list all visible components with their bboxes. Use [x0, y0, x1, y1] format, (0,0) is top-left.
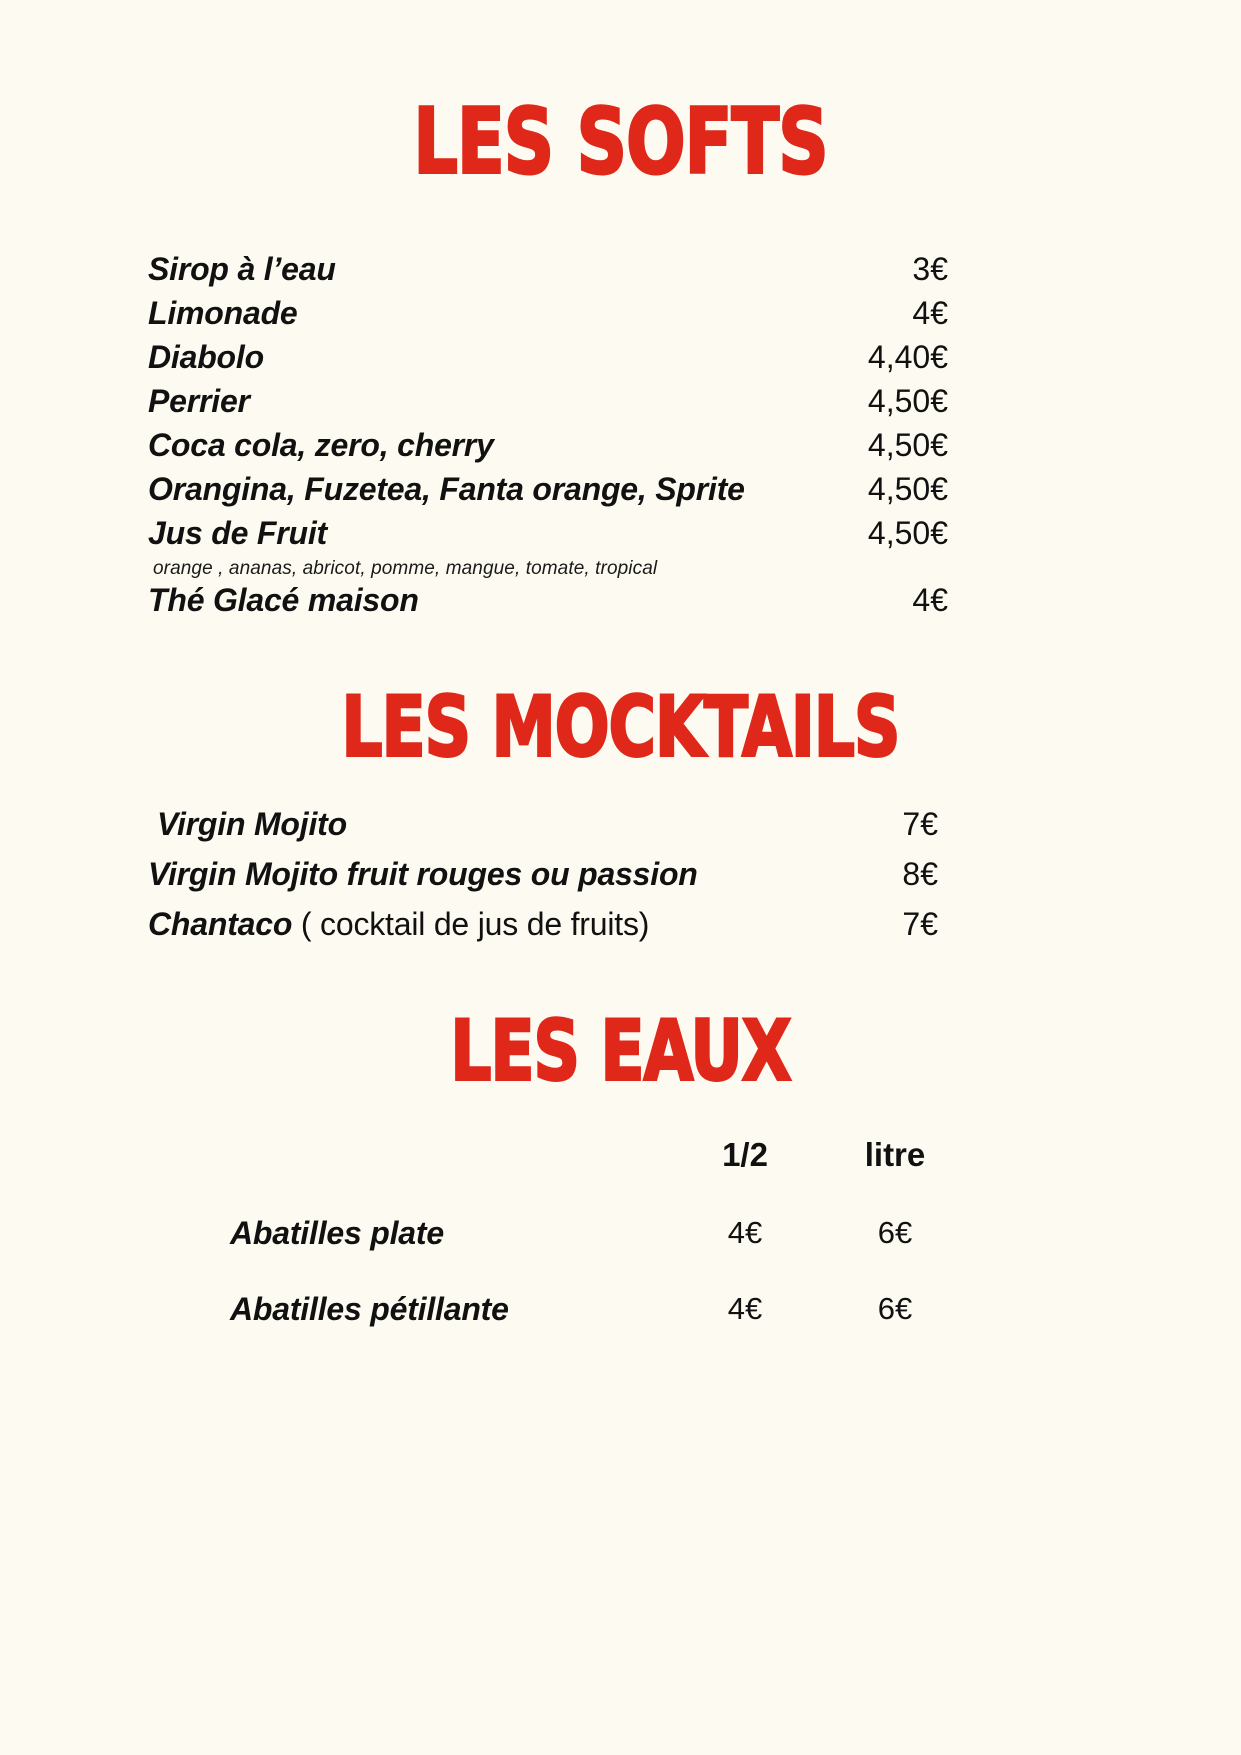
item-name: Limonade: [148, 295, 298, 331]
menu-item-row: [148, 858, 938, 890]
item-price: 4,50€: [867, 383, 948, 419]
eaux-table: [230, 1115, 970, 1347]
item-name: Abatilles pétillante: [230, 1290, 509, 1327]
table-header-row: [230, 1115, 970, 1195]
eaux-table-body: [230, 1195, 970, 1347]
item-price-full: 6€: [877, 1291, 913, 1326]
column-header-litre: litre: [864, 1136, 926, 1173]
softs-list: [148, 253, 948, 628]
section-title-mocktails: LES MOCKTAILS: [341, 678, 900, 776]
menu-item-row: [148, 473, 948, 505]
item-name: Abatilles plate: [230, 1214, 444, 1251]
item-name: Thé Glacé maison: [148, 581, 419, 618]
item-name: Sirop à l’eau: [148, 251, 336, 287]
item-name: Perrier: [148, 383, 250, 419]
item-price: 4,50€: [867, 515, 948, 551]
menu-item-row: [148, 581, 948, 618]
item-price: 7€: [902, 806, 938, 842]
item-name-suffix: ( cocktail de jus de fruits): [292, 906, 650, 942]
eaux-table-head: [230, 1115, 970, 1195]
item-price-half: 4€: [727, 1215, 763, 1250]
menu-item-row: [148, 908, 938, 940]
eaux-table-wrapper: [230, 1115, 970, 1347]
menu-item-row: [148, 385, 948, 417]
section-title-softs: LES SOFTS: [413, 88, 828, 194]
table-row: [230, 1195, 970, 1271]
item-price: 3€: [912, 251, 948, 287]
item-name: Orangina, Fuzetea, Fanta orange, Sprite: [148, 471, 745, 507]
mocktails-list: [148, 808, 938, 958]
column-header-half-litre: 1/2: [722, 1136, 768, 1173]
item-name: Chantaco: [148, 906, 293, 942]
menu-item-row: [148, 341, 948, 373]
item-name: Jus de Fruit: [148, 515, 327, 551]
item-price-full: 6€: [877, 1215, 913, 1250]
item-name: Virgin Mojito fruit rouges ou passion: [148, 856, 698, 892]
item-name-composite: [148, 908, 649, 940]
item-price-half: 4€: [727, 1291, 763, 1326]
menu-item-row: [148, 808, 938, 840]
item-price: 4,40€: [867, 339, 948, 375]
item-price: 8€: [902, 856, 938, 892]
item-price: 7€: [902, 906, 938, 942]
menu-item-row: [148, 253, 948, 285]
table-row: [230, 1271, 970, 1347]
item-price: 4,50€: [867, 471, 948, 507]
item-name: Diabolo: [148, 339, 264, 375]
section-title-eaux: LES EAUX: [450, 1002, 791, 1100]
item-price: 4,50€: [867, 427, 948, 463]
menu-item-row: [148, 297, 948, 329]
item-price: 4€: [912, 581, 948, 618]
menu-item-row: [148, 429, 948, 461]
menu-item-row: [148, 517, 948, 549]
jus-de-fruit-flavours-note: orange , ananas, abricot, pomme, mangue, tomate, tropical: [153, 558, 658, 579]
item-price: 4€: [912, 295, 948, 331]
item-name: Coca cola, zero, cherry: [148, 427, 494, 463]
item-name: Virgin Mojito: [157, 806, 347, 842]
column-header-name: [230, 1115, 670, 1195]
